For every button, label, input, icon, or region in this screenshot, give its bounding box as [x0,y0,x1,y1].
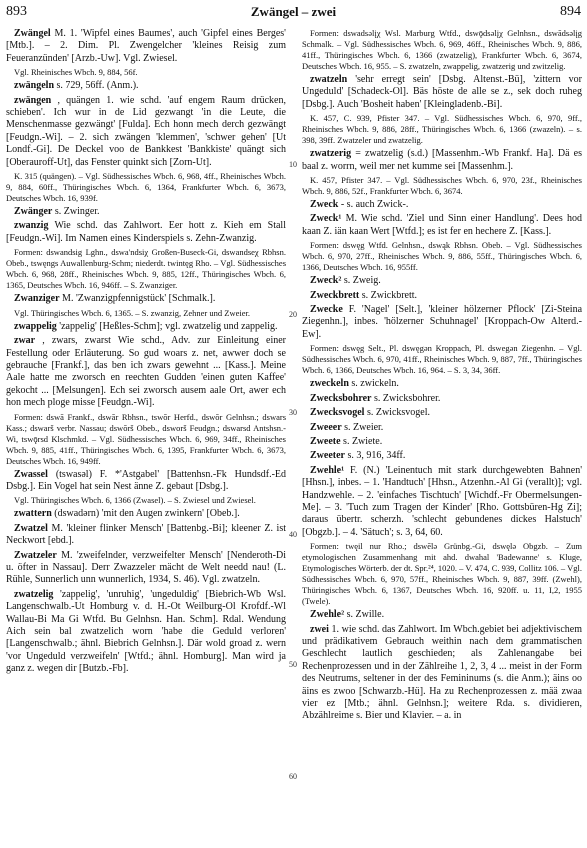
entry-headword: zwatzerig [310,148,352,160]
entry-text: 1. wie schd. das Zahlwort. Im Wbch.gebiet bei adjektivischem und prädikativem Gebrauch weithin nach dem grammatischen Geschlecht lautlich geschieden; als Zahlenangabe bei Rechenprozessen und in der Zählreihe 1, 2, 3, 4 ... meist in der Form des Neutrums, seltener in der des Femininums (s. die Anm.); äins oo äins es zwoo [Schwarzb.-Hü]. Ha zu Rechenprozessen z. mää zwaa vier ez [Mtb.; ähnl. Gelnhsn.]; weitere Rda. s. dividieren, Abzählreime s. Bier und Klavier. – a. in [302,623,582,722]
dictionary-entry [302,450,582,462]
entry-headword: Zwatzeler [14,549,57,561]
entry-headword: zwanzig [14,220,49,232]
dictionary-entry [6,495,286,506]
dictionary-entry [302,541,582,607]
entry-headword: Zweckbrett [310,289,360,301]
entry-headword: Zwängel [14,28,51,39]
entry-headword: zwängeln [14,80,54,92]
entry-text: - s. auch Zwick-. [340,199,409,211]
entry-text: , zwars, zwarst Wie schd., Adv. zur Einleitung einer Festellung oder Erläuterung. So gud woars z. net, awwer doch se gebrauche [Frankf.], das ben ich zwars gewehnt ... [Kass.]. Meine Aale hatte me zworsch en reechten Gudden 'einen guten Kaffee' gekocht ... [Melsungen]. Ech sei zworsch ausem aale Ort, awer ech hon mech ploge misse [Feudgn.-Wi]. [6,335,286,409]
entry-text: = zwatzelig (s.d.) [Massenhm.-Wb Frankf. Ha]. Dä es baal z. worrn, weil mer net kumme sei [Massenhm.]. [302,148,582,172]
entry-headword: Zweck [310,199,339,211]
dictionary-entry [6,523,286,548]
entry-headword: Zweeter [310,450,345,462]
entry-text: s. 729, 56ff. (Anm.). [56,80,139,92]
entry-text: , quängen 1. wie schd. 'auf engem Raum drücken, schieben'. Ich wur in de Lid gezwangt 'in die Leute, die Menschenmasse gezwängt' [Fulda]. Ech honn mech derch gezwängt [Feudgn.-Wi]. – 2. sich zwängen 'klemmen', 'schwer gehen' [Ut Londf.-Gi]. De Deckel voo de Bankkest 'Bankkiste' quängt sich [Oberauroff-Ut], das Fenster quinkt sich [Zorn-Ut]. [6,94,286,168]
dictionary-entry [6,469,286,494]
entry-headword: zwattern [14,508,52,520]
line-number: 50 [289,660,297,669]
entry-text: s. Zwinger. [54,206,100,218]
dictionary-entry [302,290,582,302]
page-number-right: 894 [560,4,581,19]
entry-reference: Vgl. Rheinisches Wbch. 9, 884, 56f. [14,67,138,78]
entry-text: F. (N.) 'Leinentuch mit stark durchgewebten Bahnen' [Hhsn.], inbes. – 1. 'Handtuch' [Hhsn., Atzenhn.-Al Gi (verallt)]; vgl. Handzwehle. – 2. 'einfaches Tischtuch' [Wichdf.-Fr Obermelsungen-Me]. – 3. 'Tuch zum Tragen der Kinder' [Rho. Gottsbüren-Hg Zi]; daraus übertr. scherzh. 'schlecht gebundenes dickes Halstuch' [Obgzb.]. – 4. 'Sätuch'; s. 3, 64, 60. [302,464,582,538]
entry-headword: Zwehle¹ [310,464,345,476]
dictionary-entry [302,436,582,448]
dictionary-entry [302,624,582,723]
entry-reference: Formen: dswā Frankf., dswār Rbhsn., tswōr Herfd., dswōr Gelnhsn.; dswars Kass.; dswarš verbr. Nassau; dswōrš Obeb., dsworš Feudgn.; dswarsd Antshsn.-Wi, tswǭrsd Klschmkd. – Vgl. Südhessisches Wbch. 6, 969, 34ff., Rheinisches Wbch. 9, 885, 41ff., Thüringisches Wbch. 6, 1395, Frankfurter Wbch. 6, 3673, Deutsches Wbch. 16, 949ff. [6,411,286,466]
entry-text: s. Zwickbrett. [361,289,418,301]
entry-text: s. Zwille. [346,609,385,621]
entry-text: s. Zwicksvogel. [366,407,430,419]
entry-text: s. 3, 916, 34ff. [347,450,406,462]
page-title: Zwängel – zwei [250,4,337,19]
entry-headword: Zweck² [310,275,342,287]
dictionary-entry [6,206,286,218]
line-number: 10 [289,160,297,169]
dictionary-entry [6,28,286,65]
entry-text: s. zwickeln. [351,378,399,390]
entry-headword: Zwatzel [14,522,48,534]
entry-headword: Zwanziger [14,293,60,305]
dictionary-entry [302,199,582,211]
dictionary-entry [6,171,286,204]
line-number: 20 [289,310,297,319]
line-number: 60 [289,772,297,781]
entry-text: M. 'Zwanzigpfennigstück' [Schmalk.]. [62,293,216,305]
entry-headword: zwar [14,335,36,347]
line-number: 40 [289,530,297,539]
entry-headword: Zwänger [14,206,53,218]
dictionary-entry [302,343,582,376]
dictionary-entry [6,247,286,291]
entry-text: M. 1. 'Wipfel eines Baumes', auch 'Gipfel eines Berges' [Mtb.]. – 2. Dim. Pl. Zwengelcher 'kleines Reisig zum Feueranzünden' [Arzb.-Uw]. Vgl. Zwiesel. [6,28,286,64]
dictionary-entry [6,589,286,676]
right-column [302,28,582,840]
dictionary-entry [302,275,582,287]
dictionary-entry [302,304,582,341]
dictionary-entry [6,293,286,305]
entry-headword: zweckeln [310,378,349,390]
entry-text: M. 'kleiner flinker Mensch' [Battenbg.-Bi]; kleener Z. ist Neckwort [ebd.]. [6,522,286,547]
dictionary-entry [302,213,582,238]
entry-reference: K. 457, Pfister 347. – Vgl. Südhessisches Wbch. 6, 970, 23f., Rheinisches Wbch. 9, 886, 52f., Frankfurter Wbch. 6, 3674. [302,175,582,197]
dictionary-entry [302,113,582,146]
dictionary-entry [6,550,286,587]
dictionary-entry [302,465,582,539]
entry-text: Wie schd. das Zahlwort. Eer hott z. Kieh em Stall [Feudgn.-Wi]. Im Namen eines Kinderspiels s. Zehn-Zwanzig. [6,220,286,244]
dictionary-entry [6,220,286,245]
dictionary-entry [6,321,286,333]
entry-text: F. 'Nagel' [Selt.], 'kleiner hölzerner Pflock' [Zi-Steina Ziegenhn.], inbes. 'hölzerner Schuhnagel' [Kroppach-Ow Alterd.-Ew]. [302,304,582,340]
dictionary-entry [302,175,582,197]
entry-reference: Formen: twęil nur Rho.; dswēlə Grünbg.-Gi, dswęlə Obgzb. – Zum etymologischen Zusammenhang mit ahd. dwahal 'Badewanne' s. Kluge, Etymologisches Wörterb. der dt. Spr.²⁴, 1020. – V. 474, C. 939, Collitz 106. – Vgl. Südhessisches Wbch. 6, 970, 57ff., Rheinisches Wbch. 9, 887, 39ff. (Zwehl), Thüringisches Wbch. 6, 1367, Deutsches Wbch. 16, 920ff. u. 11, I,2, 1955 (Twele). [302,541,582,607]
entry-headword: Zwecke [310,304,343,316]
dictionary-entry [6,67,286,78]
entry-headword: zwappelig [14,320,57,332]
entry-headword: Zwecksvogel [310,407,365,419]
dictionary-entry [6,508,286,520]
entry-text: s. Zwiete. [343,435,383,447]
dictionary-entry [302,407,582,419]
entry-headword: Zweeer [310,421,342,433]
entry-headword: zwei [310,623,329,635]
entry-text: (tswasəl) F. *'Astgabel' [Battenhsn.-Fk Hundsdf.-Ed Dsbg.]. Ein Vogel hat sein Nest änne Z. gebaut [Dsbg.]. [6,468,286,492]
dictionary-entry [302,378,582,390]
page-number-left: 893 [6,4,27,19]
dictionary-entry [302,422,582,434]
entry-text: s. Zweig. [343,275,381,287]
entry-reference: Vgl. Thüringisches Wbch. 6, 1365. – S. zwanzig, Zehner und Zweier. [14,307,250,318]
entry-reference: Vgl. Thüringisches Wbch. 6, 1366 (Zwasel). – S. Zwiesel und Zwiesel. [14,495,256,506]
entry-reference: Formen: dswęg Selt., Pl. dswęgən Kroppach, Pl. dswegən Ziegenhn. – Vgl. Südhessisches Wbch. 6, 970, 41ff., Rheinisches Wbch. 9, 887, 7ff., Thüringisches Wbch. 6, 1366, Deutsches Wbch. 16, 964. – S. 3, 34, 36ff. [302,343,582,376]
entry-text: 'zappelig', 'unruhig', 'ungeduldig' [Biebrich-Wb Wsl. Langenschwalb.-Ut Homburg v. d. H.-Ot Weilburg-Ol Krofdf.-Wl Wallau-Bi Ma Gi Wtfd. Bu Gelnhsn. Han. Schm]. Rdal. Wendung Aich sein bal zwatzelich worn 'habe die Geduld verloren' [Langenschwalb.; ähnl. Biebrich Gelnhsn.]. Där wold groad z. wern 'vor Ungeduld verzweifeln' [Wtfd.; ähnl. Homburg]. Man wird ja ganz z. wegen dir [Butzb.-Fb]. [6,588,286,675]
dictionary-entry [6,95,286,169]
entry-reference: Formen: dswadsəlįχ Wsl. Marburg Wtfd., dswǭdsəlįχ Gelnhsn., dswādsəlįg Schmalk. – Vgl. Südhessisches Wbch. 6, 969, 46ff., Rheinisches Wbch. 9, 886, 41ff., Thüringisches Wbch. 6, 1366 (zwatzelig), Frankfurter Wbch. 6, 3674, Deutsches Wbch. 16, 955. – S. zwatzeln, zwappelig, zwatzerig und zwitzelig. [302,28,582,71]
dictionary-entry [6,80,286,92]
entry-headword: Zwecksbohrer [310,392,372,404]
entry-reference: K. 315 (quängen). – Vgl. Südhessisches Wbch. 6, 968, 4ff., Rheinisches Wbch. 9, 884, 60ff., Thüringisches Wbch. 6, 1364, Frankfurter Wbch. 6, 3673, Deutsches Wbch. 16, 939f. [6,171,286,204]
dictionary-entry [302,74,582,111]
dictionary-entry [302,28,582,72]
dictionary-entry [6,335,286,409]
dictionary-entry [302,393,582,405]
entry-headword: Zweck¹ [310,213,342,225]
page-header [0,0,587,24]
dictionary-entry [302,609,582,621]
entry-text: M. Wie schd. 'Ziel und Sinn einer Handlung'. Dees hod kaan Z. iän kaan Wert [Wtfd.]; es ist fer en hechere Z. [Kass.]. [302,213,582,237]
entry-headword: Zwassel [14,468,48,480]
entry-headword: zwatzeln [310,74,348,85]
entry-text: M. 'zweifelnder, verzweifelter Mensch' [Nenderoth-Di u. öfter in Nassau]. Derr Zwazzeler mächt de Welt needd nau! (L. Rühle, Sunnerlich unn wunnerlich, 1934, S. 46). Vgl. zwatzeln. [6,549,286,586]
entry-text: 'sehr erregt sein' [Dsbg. Altenst.-Bü], 'zittern vor Ungeduld' [Schadeck-Ol]. Bäs höste de alle se z., sek doch ruheg [Dsbg.]. Auch 'Bosheit haben' [Kleingladenb.-Bi]. [302,74,582,110]
dictionary-entry [302,148,582,173]
entry-headword: zwatzelig [14,588,54,600]
entry-text: 'zappelig' [Heßles-Schm]; vgl. zwatzelig und zappelig. [59,320,278,332]
entry-text: s. Zweier. [344,421,384,433]
dictionary-entry [6,412,286,467]
dictionary-entry [302,240,582,273]
entry-reference: Formen: dswandsig Lghn., dswa'ndsiχ Großen-Buseck-Gi, dswandseχ Rbhsn. Obeb., tswęngs Auwallenburg-Schm; niederdt. twintęg Rho. – Vgl. Südhessisches Wbch. 6, 968, 28ff., Rheinisches Wbch. 9, 885, 12ff., Thüringisches Wbch. 6, 1365, Deutsches Wbch. 16, 946ff. – S. Zwanziger. [6,247,286,291]
line-number: 30 [289,408,297,417]
entry-headword: Zweete [310,435,341,447]
entry-reference: Formen: dswęg Wtfd. Gelnhsn., dswąk Rbhsn. Obeb. – Vgl. Südhessisches Wbch. 6, 970, 27ff., Rheinisches Wbch. 9, 886, 55ff., Thüringisches Wbch. 6, 1366, Deutsches Wbch. 16, 955ff. [302,240,582,273]
entry-text: (dswadərn) 'mit den Augen zwinkern' [Obeb.]. [54,508,240,520]
dictionary-entry [6,308,286,319]
entry-reference: K. 457, C. 939, Pfister 347. – Vgl. Südhessisches Wbch. 6, 970, 9ff., Rheinisches Wbch. 9, 886, 28ff., Thüringisches Wbch. 6, 1366 (zwazeln). – s. 398, 39ff. Zwatzeler und zwatzelig. [302,113,582,146]
entry-headword: Zwehle² [310,609,345,621]
entry-text: s. Zwicksbohrer. [373,392,441,404]
left-column [6,28,286,840]
entry-headword: zwängen [14,94,52,106]
